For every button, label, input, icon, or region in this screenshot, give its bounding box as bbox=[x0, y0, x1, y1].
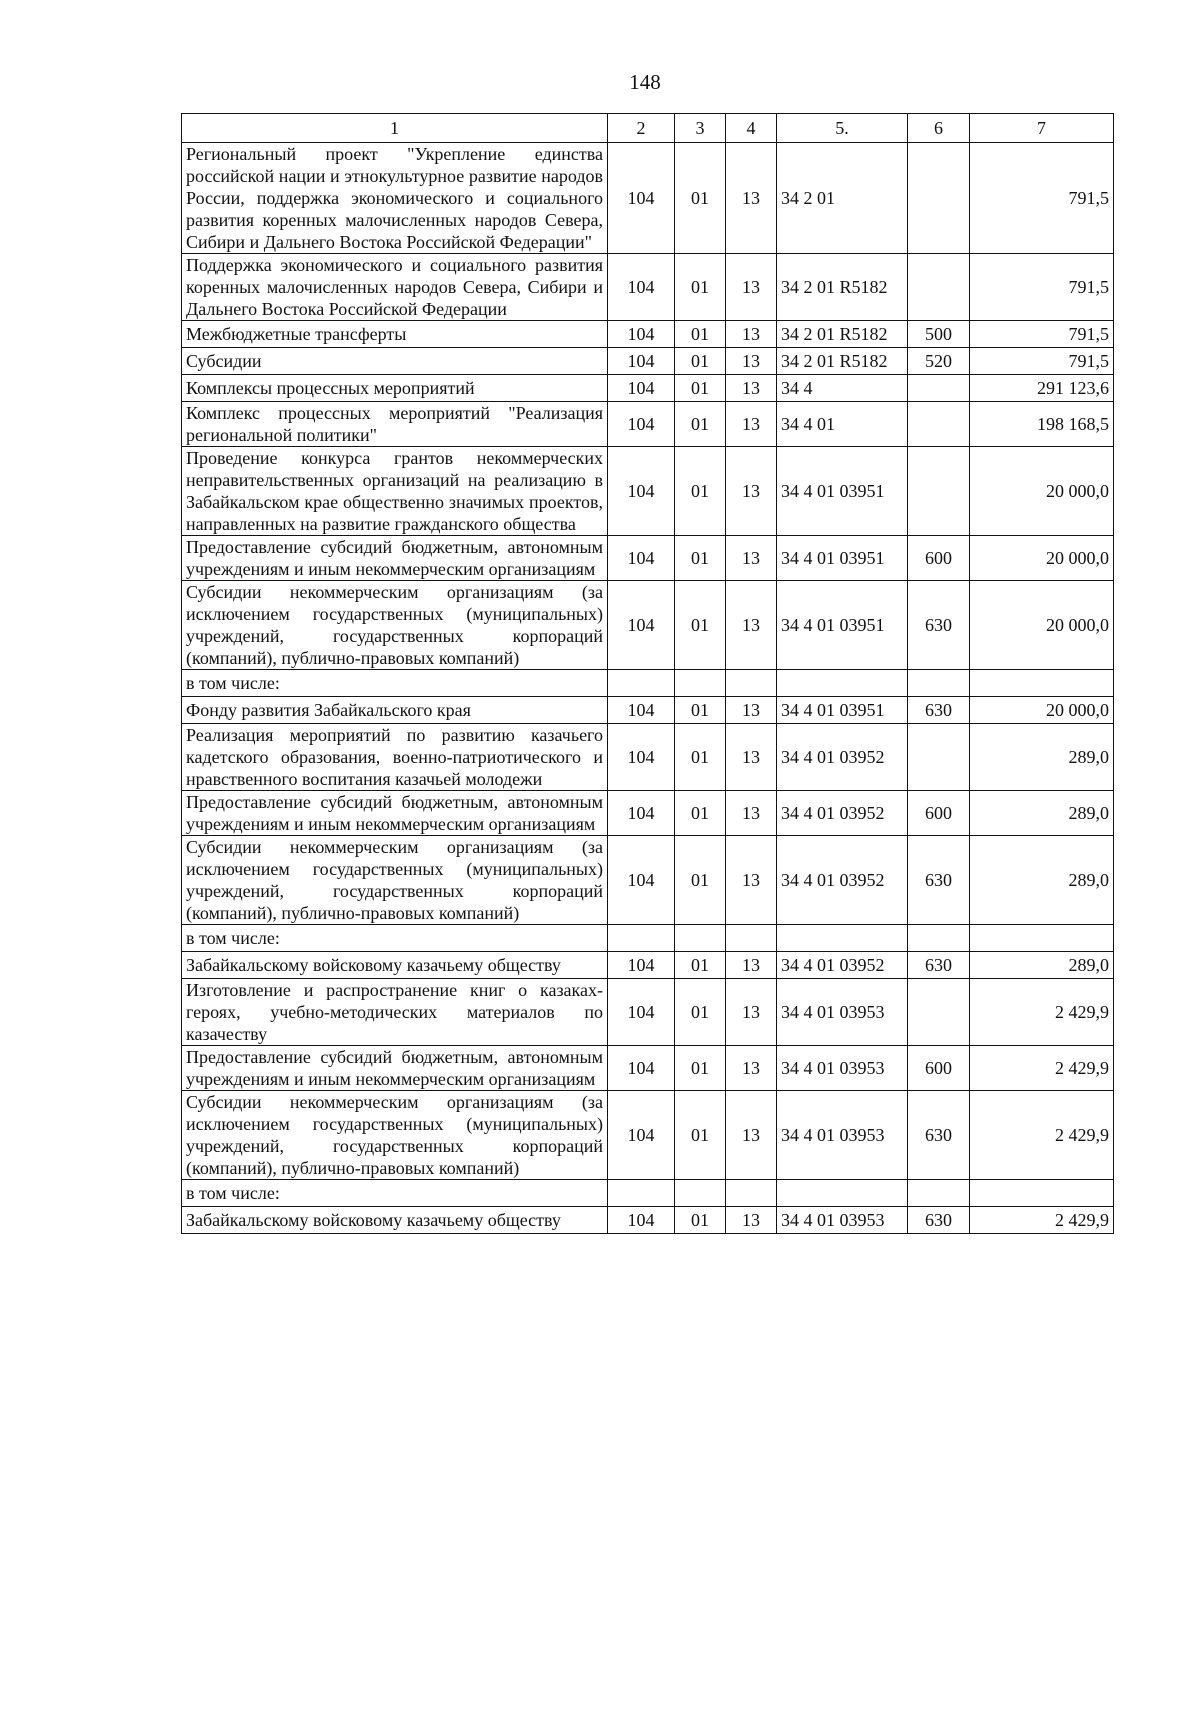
row-target-code-cell: 34 4 01 03951 bbox=[777, 447, 908, 536]
row-name-cell: Субсидии bbox=[182, 348, 608, 375]
header-row bbox=[182, 114, 1114, 143]
row-section-cell: 104 bbox=[608, 375, 675, 402]
row-section-cell: 104 bbox=[608, 321, 675, 348]
row-section-cell: 104 bbox=[608, 143, 675, 254]
row-target-code-cell bbox=[777, 1180, 908, 1207]
budget-table bbox=[181, 113, 1114, 1234]
row-name-cell: Проведение конкурса грантов некоммерческих неправительственных организаций на реализацию в Забайкальском крае общественно значимых проектов, направленных на развитие гражданского общества bbox=[182, 447, 608, 536]
row-subsection2-cell: 13 bbox=[726, 254, 777, 321]
table-body bbox=[182, 143, 1114, 1234]
row-expense-type-cell bbox=[908, 143, 970, 254]
row-target-code-cell: 34 4 01 03951 bbox=[777, 536, 908, 581]
row-target-code-cell: 34 2 01 R5182 bbox=[777, 348, 908, 375]
row-name-cell: Предоставление субсидий бюджетным, автономным учреждениям и иным некоммерческим организациям bbox=[182, 536, 608, 581]
row-subsection-cell: 01 bbox=[675, 1091, 726, 1180]
row-expense-type-cell bbox=[908, 402, 970, 447]
row-target-code-cell bbox=[777, 925, 908, 952]
row-expense-type-cell: 600 bbox=[908, 1046, 970, 1091]
row-subsection-cell: 01 bbox=[675, 321, 726, 348]
row-expense-type-cell bbox=[908, 375, 970, 402]
row-expense-type-cell: 600 bbox=[908, 536, 970, 581]
table-row bbox=[182, 925, 1114, 952]
row-target-code-cell: 34 2 01 R5182 bbox=[777, 254, 908, 321]
row-subsection-cell bbox=[675, 670, 726, 697]
table-row bbox=[182, 836, 1114, 925]
row-section-cell: 104 bbox=[608, 952, 675, 979]
row-expense-type-cell bbox=[908, 979, 970, 1046]
row-subsection2-cell: 13 bbox=[726, 952, 777, 979]
row-subsection2-cell: 13 bbox=[726, 1091, 777, 1180]
row-target-code-cell: 34 4 01 03952 bbox=[777, 836, 908, 925]
row-target-code-cell: 34 4 01 03951 bbox=[777, 697, 908, 724]
row-section-cell: 104 bbox=[608, 836, 675, 925]
row-subsection2-cell: 13 bbox=[726, 402, 777, 447]
row-amount-cell: 198 168,5 bbox=[970, 402, 1114, 447]
table-row bbox=[182, 670, 1114, 697]
row-name-cell: Забайкальскому войсковому казачьему обществу bbox=[182, 1207, 608, 1234]
row-subsection-cell: 01 bbox=[675, 447, 726, 536]
row-section-cell: 104 bbox=[608, 348, 675, 375]
row-subsection-cell: 01 bbox=[675, 143, 726, 254]
column-header-7: 7 bbox=[970, 114, 1114, 143]
row-subsection2-cell: 13 bbox=[726, 375, 777, 402]
table-row bbox=[182, 581, 1114, 670]
row-name-cell: Фонду развития Забайкальского края bbox=[182, 697, 608, 724]
row-expense-type-cell bbox=[908, 925, 970, 952]
row-target-code-cell: 34 2 01 bbox=[777, 143, 908, 254]
row-name-cell: Комплексы процессных мероприятий bbox=[182, 375, 608, 402]
row-section-cell: 104 bbox=[608, 1091, 675, 1180]
row-amount-cell: 791,5 bbox=[970, 348, 1114, 375]
row-target-code-cell bbox=[777, 670, 908, 697]
row-subsection2-cell: 13 bbox=[726, 1046, 777, 1091]
row-expense-type-cell bbox=[908, 447, 970, 536]
row-name-cell: Предоставление субсидий бюджетным, автономным учреждениям и иным некоммерческим организациям bbox=[182, 1046, 608, 1091]
row-subsection-cell: 01 bbox=[675, 979, 726, 1046]
row-subsection-cell: 01 bbox=[675, 1207, 726, 1234]
row-subsection2-cell: 13 bbox=[726, 791, 777, 836]
row-subsection2-cell: 13 bbox=[726, 1207, 777, 1234]
table-row bbox=[182, 447, 1114, 536]
row-name-cell: Субсидии некоммерческим организациям (за исключением государственных (муниципальных) учреждений, государственных корпораций (компаний), публично-правовых компаний) bbox=[182, 1091, 608, 1180]
row-subsection-cell: 01 bbox=[675, 536, 726, 581]
row-subsection2-cell bbox=[726, 1180, 777, 1207]
row-expense-type-cell bbox=[908, 1180, 970, 1207]
row-amount-cell: 289,0 bbox=[970, 836, 1114, 925]
row-name-cell: Комплекс процессных мероприятий "Реализация региональной политики" bbox=[182, 402, 608, 447]
row-subsection-cell: 01 bbox=[675, 1046, 726, 1091]
table-row bbox=[182, 791, 1114, 836]
row-section-cell bbox=[608, 1180, 675, 1207]
row-subsection-cell bbox=[675, 925, 726, 952]
row-target-code-cell: 34 4 01 03952 bbox=[777, 791, 908, 836]
row-target-code-cell: 34 2 01 R5182 bbox=[777, 321, 908, 348]
row-name-cell: Региональный проект "Укрепление единства российской нации и этнокультурное развитие народов России, поддержка экономического и социального развития коренных малочисленных народов Севера, Сибири и Дальнего Востока Российской Федерации" bbox=[182, 143, 608, 254]
row-amount-cell: 2 429,9 bbox=[970, 1207, 1114, 1234]
table-row bbox=[182, 697, 1114, 724]
table-row bbox=[182, 1091, 1114, 1180]
row-section-cell bbox=[608, 925, 675, 952]
row-section-cell: 104 bbox=[608, 402, 675, 447]
row-subsection-cell: 01 bbox=[675, 697, 726, 724]
row-subsection2-cell: 13 bbox=[726, 979, 777, 1046]
row-subsection2-cell: 13 bbox=[726, 348, 777, 375]
row-subsection-cell: 01 bbox=[675, 348, 726, 375]
row-target-code-cell: 34 4 01 03953 bbox=[777, 979, 908, 1046]
row-section-cell: 104 bbox=[608, 536, 675, 581]
row-name-cell: в том числе: bbox=[182, 670, 608, 697]
row-amount-cell: 20 000,0 bbox=[970, 536, 1114, 581]
row-subsection2-cell bbox=[726, 670, 777, 697]
row-amount-cell bbox=[970, 925, 1114, 952]
row-subsection-cell: 01 bbox=[675, 724, 726, 791]
row-section-cell: 104 bbox=[608, 979, 675, 1046]
row-expense-type-cell: 600 bbox=[908, 791, 970, 836]
row-amount-cell: 791,5 bbox=[970, 254, 1114, 321]
row-subsection-cell: 01 bbox=[675, 254, 726, 321]
row-subsection-cell: 01 bbox=[675, 402, 726, 447]
column-header-3: 3 bbox=[675, 114, 726, 143]
row-subsection2-cell bbox=[726, 925, 777, 952]
row-target-code-cell: 34 4 01 03952 bbox=[777, 724, 908, 791]
row-amount-cell: 2 429,9 bbox=[970, 1046, 1114, 1091]
row-name-cell: в том числе: bbox=[182, 925, 608, 952]
row-amount-cell: 791,5 bbox=[970, 143, 1114, 254]
table-row bbox=[182, 724, 1114, 791]
table-row bbox=[182, 952, 1114, 979]
row-subsection2-cell: 13 bbox=[726, 581, 777, 670]
row-expense-type-cell: 630 bbox=[908, 952, 970, 979]
row-section-cell: 104 bbox=[608, 791, 675, 836]
row-subsection-cell: 01 bbox=[675, 375, 726, 402]
row-target-code-cell: 34 4 01 03952 bbox=[777, 952, 908, 979]
column-header-4: 4 bbox=[726, 114, 777, 143]
row-subsection2-cell: 13 bbox=[726, 143, 777, 254]
row-subsection2-cell: 13 bbox=[726, 836, 777, 925]
row-subsection-cell: 01 bbox=[675, 952, 726, 979]
row-subsection2-cell: 13 bbox=[726, 536, 777, 581]
row-name-cell: Поддержка экономического и социального развития коренных малочисленных народов Севера, Сибири и Дальнего Востока Российской Федерации bbox=[182, 254, 608, 321]
row-section-cell: 104 bbox=[608, 1046, 675, 1091]
row-amount-cell: 289,0 bbox=[970, 724, 1114, 791]
column-header-5: 5. bbox=[777, 114, 908, 143]
row-amount-cell: 2 429,9 bbox=[970, 1091, 1114, 1180]
table-row bbox=[182, 254, 1114, 321]
row-subsection-cell: 01 bbox=[675, 836, 726, 925]
row-amount-cell: 289,0 bbox=[970, 791, 1114, 836]
row-name-cell: Предоставление субсидий бюджетным, автономным учреждениям и иным некоммерческим организациям bbox=[182, 791, 608, 836]
row-subsection2-cell: 13 bbox=[726, 697, 777, 724]
row-target-code-cell: 34 4 01 bbox=[777, 402, 908, 447]
row-expense-type-cell: 630 bbox=[908, 697, 970, 724]
row-expense-type-cell bbox=[908, 254, 970, 321]
row-name-cell: Изготовление и распространение книг о казаках-героях, учебно-методических материалов по казачеству bbox=[182, 979, 608, 1046]
table-row bbox=[182, 1046, 1114, 1091]
row-target-code-cell: 34 4 01 03953 bbox=[777, 1207, 908, 1234]
row-subsection-cell bbox=[675, 1180, 726, 1207]
row-target-code-cell: 34 4 01 03951 bbox=[777, 581, 908, 670]
row-expense-type-cell: 630 bbox=[908, 1207, 970, 1234]
row-subsection2-cell: 13 bbox=[726, 724, 777, 791]
row-expense-type-cell: 520 bbox=[908, 348, 970, 375]
row-name-cell: Субсидии некоммерческим организациям (за исключением государственных (муниципальных) учреждений, государственных корпораций (компаний), публично-правовых компаний) bbox=[182, 836, 608, 925]
row-expense-type-cell: 630 bbox=[908, 581, 970, 670]
row-section-cell bbox=[608, 670, 675, 697]
row-subsection2-cell: 13 bbox=[726, 321, 777, 348]
page-number: 148 bbox=[629, 70, 661, 94]
row-amount-cell: 791,5 bbox=[970, 321, 1114, 348]
row-name-cell: Забайкальскому войсковому казачьему обществу bbox=[182, 952, 608, 979]
row-section-cell: 104 bbox=[608, 254, 675, 321]
row-section-cell: 104 bbox=[608, 697, 675, 724]
row-amount-cell: 289,0 bbox=[970, 952, 1114, 979]
row-subsection-cell: 01 bbox=[675, 581, 726, 670]
column-header-1: 1 bbox=[182, 114, 608, 143]
row-name-cell: Реализация мероприятий по развитию казачьего кадетского образования, военно-патриотического и нравственного воспитания казачьей молодежи bbox=[182, 724, 608, 791]
row-amount-cell: 20 000,0 bbox=[970, 447, 1114, 536]
row-section-cell: 104 bbox=[608, 447, 675, 536]
table-row bbox=[182, 1180, 1114, 1207]
row-amount-cell: 20 000,0 bbox=[970, 697, 1114, 724]
row-amount-cell: 2 429,9 bbox=[970, 979, 1114, 1046]
row-expense-type-cell bbox=[908, 724, 970, 791]
column-header-2: 2 bbox=[608, 114, 675, 143]
table-row bbox=[182, 402, 1114, 447]
column-header-6: 6 bbox=[908, 114, 970, 143]
row-expense-type-cell: 630 bbox=[908, 1091, 970, 1180]
row-expense-type-cell: 630 bbox=[908, 836, 970, 925]
table-row bbox=[182, 375, 1114, 402]
row-section-cell: 104 bbox=[608, 724, 675, 791]
table-row bbox=[182, 1207, 1114, 1234]
row-section-cell: 104 bbox=[608, 581, 675, 670]
row-expense-type-cell: 500 bbox=[908, 321, 970, 348]
row-name-cell: Межбюджетные трансферты bbox=[182, 321, 608, 348]
table-row bbox=[182, 321, 1114, 348]
row-target-code-cell: 34 4 bbox=[777, 375, 908, 402]
row-amount-cell bbox=[970, 670, 1114, 697]
row-target-code-cell: 34 4 01 03953 bbox=[777, 1046, 908, 1091]
table-row bbox=[182, 348, 1114, 375]
row-subsection2-cell: 13 bbox=[726, 447, 777, 536]
row-amount-cell bbox=[970, 1180, 1114, 1207]
row-name-cell: Субсидии некоммерческим организациям (за исключением государственных (муниципальных) учреждений, государственных корпораций (компаний), публично-правовых компаний) bbox=[182, 581, 608, 670]
row-expense-type-cell bbox=[908, 670, 970, 697]
row-target-code-cell: 34 4 01 03953 bbox=[777, 1091, 908, 1180]
table-row bbox=[182, 536, 1114, 581]
row-subsection-cell: 01 bbox=[675, 791, 726, 836]
table-row bbox=[182, 979, 1114, 1046]
table-row bbox=[182, 143, 1114, 254]
row-amount-cell: 291 123,6 bbox=[970, 375, 1114, 402]
row-amount-cell: 20 000,0 bbox=[970, 581, 1114, 670]
row-name-cell: в том числе: bbox=[182, 1180, 608, 1207]
row-section-cell: 104 bbox=[608, 1207, 675, 1234]
